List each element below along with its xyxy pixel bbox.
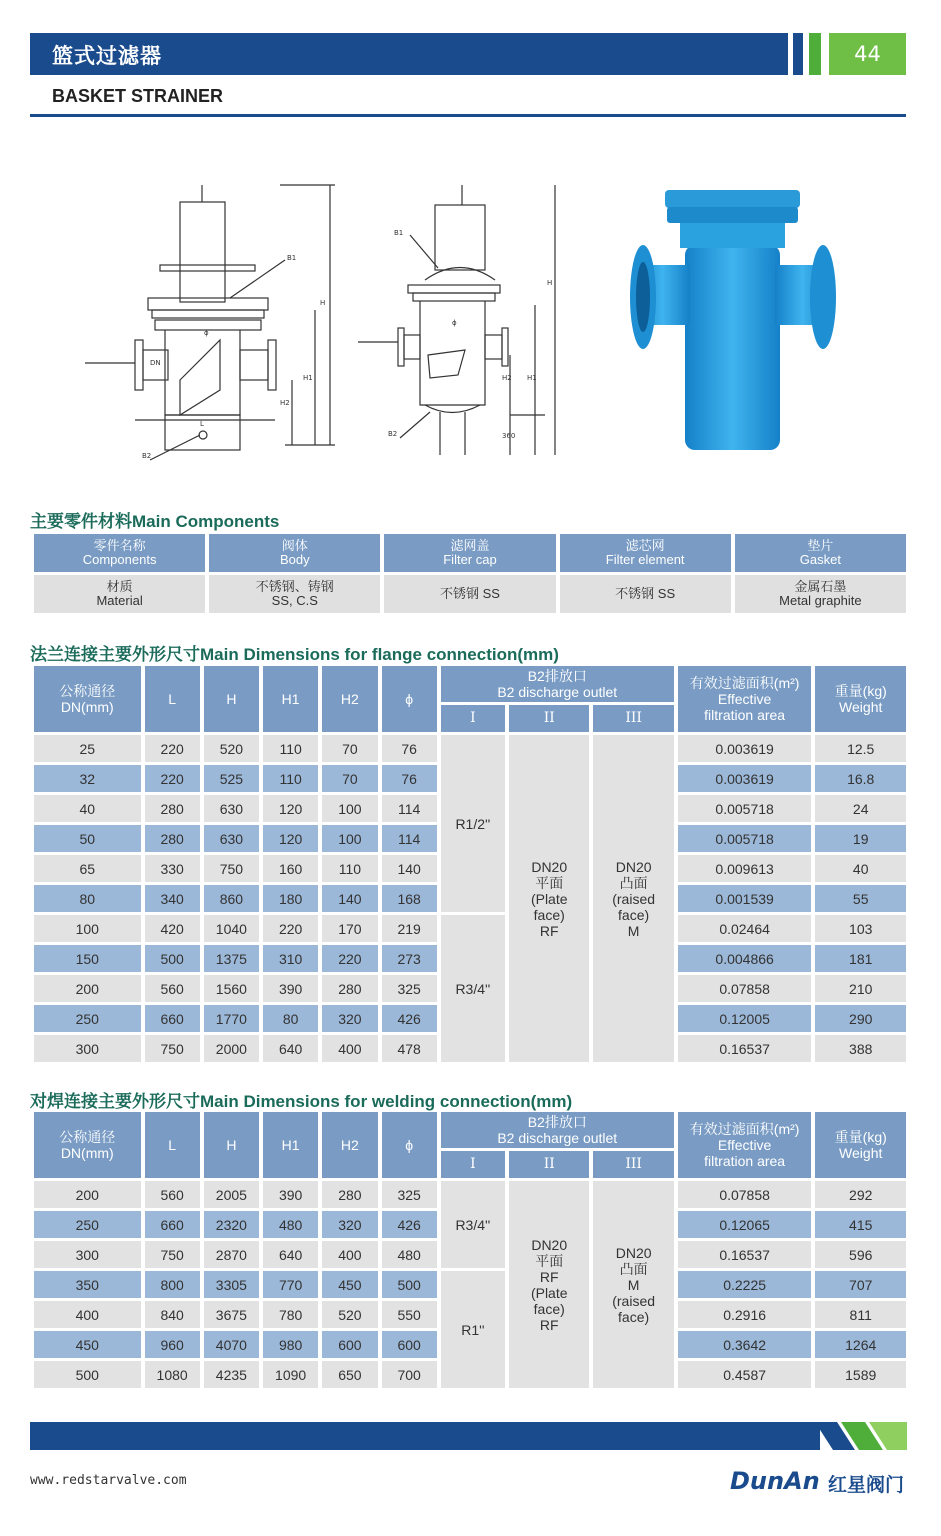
brand-logo: DunAn xyxy=(730,1467,820,1495)
drawing-label-phib: ϕ xyxy=(452,319,457,327)
table-cell: 280 xyxy=(322,1181,377,1208)
drawing-label-dn: DN xyxy=(150,359,161,367)
table-cell: 103 xyxy=(815,915,906,942)
table-cell: 560 xyxy=(145,975,200,1002)
table-cell: 76 xyxy=(382,735,437,762)
table-cell: 50 xyxy=(34,825,141,852)
table-cell: 40 xyxy=(815,855,906,882)
table-cell: 426 xyxy=(382,1211,437,1238)
comp-value-3: 不锈钢 SS xyxy=(560,575,731,613)
table-cell: 0.12005 xyxy=(678,1005,812,1032)
flange-h-ii: II xyxy=(509,705,589,732)
table-cell: 650 xyxy=(322,1361,377,1388)
table-cell: 70 xyxy=(322,735,377,762)
table-cell: 0.005718 xyxy=(678,825,812,852)
table-cell: 273 xyxy=(382,945,437,972)
table-cell: 500 xyxy=(382,1271,437,1298)
table-cell: 100 xyxy=(34,915,141,942)
outlet-i-bottom: R3/4'' xyxy=(441,915,505,1062)
comp-header-0: 零件名称 Components xyxy=(34,534,205,572)
welding-h-l: L xyxy=(145,1112,200,1178)
welding-h-h1: H1 xyxy=(263,1112,318,1178)
table-cell: 660 xyxy=(145,1005,200,1032)
table-cell: 310 xyxy=(263,945,318,972)
table-cell: 2000 xyxy=(204,1035,259,1062)
drawing-label-hb: H xyxy=(547,279,553,287)
drawing-label-b1: B1 xyxy=(287,254,297,262)
table-cell: 0.003619 xyxy=(678,765,812,792)
table-cell: 707 xyxy=(815,1271,906,1298)
table-row xyxy=(34,735,906,762)
table-cell: 80 xyxy=(263,1005,318,1032)
table-cell: 0.004866 xyxy=(678,945,812,972)
table-cell: 1589 xyxy=(815,1361,906,1388)
welding-table xyxy=(30,1109,910,1391)
table-cell: 65 xyxy=(34,855,141,882)
drawing-label-h1b: H1 xyxy=(527,374,537,382)
technical-drawings xyxy=(80,180,570,465)
table-cell: 0.005718 xyxy=(678,795,812,822)
outlet-i-top: R3/4'' xyxy=(441,1181,505,1268)
welding-h-dn: 公称通径 DN(mm) xyxy=(34,1112,141,1178)
table-cell: 300 xyxy=(34,1241,141,1268)
table-cell: 0.16537 xyxy=(678,1241,812,1268)
table-cell: 292 xyxy=(815,1181,906,1208)
drawing-label-h2b: H2 xyxy=(502,374,512,382)
table-cell: 0.12065 xyxy=(678,1211,812,1238)
table-cell: 1560 xyxy=(204,975,259,1002)
table-cell: 24 xyxy=(815,795,906,822)
comp-header-3: 滤芯网 Filter element xyxy=(560,534,731,572)
table-cell: 660 xyxy=(145,1211,200,1238)
table-cell: 110 xyxy=(322,855,377,882)
header-stripe xyxy=(793,33,803,75)
flange-h-dn: 公称通径 DN(mm) xyxy=(34,666,141,732)
table-cell: 181 xyxy=(815,945,906,972)
table-cell: 960 xyxy=(145,1331,200,1358)
table-cell: 2870 xyxy=(204,1241,259,1268)
welding-h-b2: B2排放口 B2 discharge outlet xyxy=(441,1112,674,1148)
table-cell: 168 xyxy=(382,885,437,912)
table-cell: 500 xyxy=(145,945,200,972)
table-cell: 80 xyxy=(34,885,141,912)
table-cell: 388 xyxy=(815,1035,906,1062)
table-cell: 219 xyxy=(382,915,437,942)
table-cell: 0.2225 xyxy=(678,1271,812,1298)
table-cell: 811 xyxy=(815,1301,906,1328)
table-cell: 640 xyxy=(263,1241,318,1268)
comp-value-1: 不锈钢、铸钢 SS, C.S xyxy=(209,575,380,613)
table-cell: 100 xyxy=(322,795,377,822)
table-row xyxy=(34,915,906,942)
table-cell: 220 xyxy=(263,915,318,942)
table-cell: 480 xyxy=(263,1211,318,1238)
table-cell: 800 xyxy=(145,1271,200,1298)
table-cell: 980 xyxy=(263,1331,318,1358)
table-cell: 0.02464 xyxy=(678,915,812,942)
table-cell: 700 xyxy=(382,1361,437,1388)
page-number: 44 xyxy=(829,33,906,75)
flange-h-l: L xyxy=(145,666,200,732)
website-url: www.redstarvalve.com xyxy=(30,1473,187,1488)
table-cell: 4070 xyxy=(204,1331,259,1358)
welding-h-iii: III xyxy=(593,1151,673,1178)
table-cell: 420 xyxy=(145,915,200,942)
table-cell: 450 xyxy=(34,1331,141,1358)
table-cell: 40 xyxy=(34,795,141,822)
flange-table xyxy=(30,663,910,1065)
table-cell: 250 xyxy=(34,1211,141,1238)
table-cell: 0.3642 xyxy=(678,1331,812,1358)
table-cell: 478 xyxy=(382,1035,437,1062)
table-cell: 1040 xyxy=(204,915,259,942)
table-cell: 0.16537 xyxy=(678,1035,812,1062)
table-cell: 0.07858 xyxy=(678,1181,812,1208)
table-cell: 300 xyxy=(34,1035,141,1062)
table-cell: 110 xyxy=(263,765,318,792)
drawing-label-l: L xyxy=(200,420,204,428)
welding-h-i: I xyxy=(441,1151,505,1178)
table-cell: 12.5 xyxy=(815,735,906,762)
welding-h-weight: 重量(kg) Weight xyxy=(815,1112,906,1178)
section-title-components: 主要零件材料Main Components xyxy=(30,512,280,531)
flange-h-i: I xyxy=(441,705,505,732)
table-cell: 525 xyxy=(204,765,259,792)
outlet-ii: DN20 平面 (Plate face) RF xyxy=(509,735,589,1062)
table-cell: 1770 xyxy=(204,1005,259,1032)
table-cell: 770 xyxy=(263,1271,318,1298)
flange-h-h2: H2 xyxy=(322,666,377,732)
comp-value-2: 不锈钢 SS xyxy=(384,575,555,613)
table-cell: 520 xyxy=(204,735,259,762)
table-cell: 210 xyxy=(815,975,906,1002)
table-cell: 55 xyxy=(815,885,906,912)
table-cell: 200 xyxy=(34,975,141,1002)
table-cell: 0.003619 xyxy=(678,735,812,762)
comp-header-4: 垫片 Gasket xyxy=(735,534,906,572)
table-cell: 350 xyxy=(34,1271,141,1298)
table-cell: 480 xyxy=(382,1241,437,1268)
welding-h-h2: H2 xyxy=(322,1112,377,1178)
table-cell: 250 xyxy=(34,1005,141,1032)
table-cell: 840 xyxy=(145,1301,200,1328)
components-table xyxy=(30,531,910,616)
section-title-welding: 对焊连接主要外形尺寸Main Dimensions for welding connection(mm) xyxy=(30,1092,573,1111)
table-cell: 330 xyxy=(145,855,200,882)
table-cell: 560 xyxy=(145,1181,200,1208)
table-cell: 290 xyxy=(815,1005,906,1032)
flange-h-weight: 重量(kg) Weight xyxy=(815,666,906,732)
comp-value-4: 金属石墨 Metal graphite xyxy=(735,575,906,613)
drawing-label-h2: H2 xyxy=(280,399,290,407)
table-cell: 780 xyxy=(263,1301,318,1328)
drawing-label-h1: H1 xyxy=(303,374,313,382)
drawing-label-h: H xyxy=(320,299,326,307)
table-cell: 0.2916 xyxy=(678,1301,812,1328)
table-cell: 0.4587 xyxy=(678,1361,812,1388)
table-cell: 3305 xyxy=(204,1271,259,1298)
table-cell: 500 xyxy=(34,1361,141,1388)
table-cell: 76 xyxy=(382,765,437,792)
table-cell: 1080 xyxy=(145,1361,200,1388)
table-cell: 4235 xyxy=(204,1361,259,1388)
table-cell: 170 xyxy=(322,915,377,942)
welding-h-phi: ϕ xyxy=(382,1112,437,1178)
table-cell: 426 xyxy=(382,1005,437,1032)
table-cell: 280 xyxy=(145,825,200,852)
table-cell: 1090 xyxy=(263,1361,318,1388)
table-cell: 325 xyxy=(382,975,437,1002)
drawing-label-phi: ϕ xyxy=(204,329,209,337)
table-cell: 450 xyxy=(322,1271,377,1298)
outlet-iii: DN20 凸面 M (raised face) xyxy=(593,1181,673,1388)
outlet-iii: DN20 凸面 (raised face) M xyxy=(593,735,673,1062)
table-cell: 1264 xyxy=(815,1331,906,1358)
table-cell: 750 xyxy=(145,1035,200,1062)
page-subtitle: BASKET STRAINER xyxy=(52,86,224,106)
table-cell: 0.07858 xyxy=(678,975,812,1002)
table-cell: 114 xyxy=(382,825,437,852)
table-cell: 100 xyxy=(322,825,377,852)
table-cell: 16.8 xyxy=(815,765,906,792)
drawing-label-b1b: B1 xyxy=(394,229,404,237)
table-cell: 640 xyxy=(263,1035,318,1062)
table-row xyxy=(34,1271,906,1298)
table-cell: 0.001539 xyxy=(678,885,812,912)
header-stripe-green xyxy=(809,33,821,75)
drawing-label-360: 360 xyxy=(502,432,516,440)
table-cell: 140 xyxy=(382,855,437,882)
drawing-label-b2: B2 xyxy=(142,452,152,460)
table-cell: 120 xyxy=(263,795,318,822)
table-cell: 860 xyxy=(204,885,259,912)
outlet-i-bottom: R1'' xyxy=(441,1271,505,1388)
outlet-ii: DN20 平面 RF (Plate face) RF xyxy=(509,1181,589,1388)
table-cell: 630 xyxy=(204,825,259,852)
table-cell: 220 xyxy=(145,735,200,762)
table-cell: 400 xyxy=(322,1241,377,1268)
table-cell: 70 xyxy=(322,765,377,792)
table-cell: 140 xyxy=(322,885,377,912)
table-cell: 150 xyxy=(34,945,141,972)
flange-h-h1: H1 xyxy=(263,666,318,732)
table-cell: 750 xyxy=(145,1241,200,1268)
brand-logo-cn: 红星阀门 xyxy=(828,1474,905,1496)
welding-h-ii: II xyxy=(509,1151,589,1178)
table-cell: 2320 xyxy=(204,1211,259,1238)
table-cell: 110 xyxy=(263,735,318,762)
table-cell: 114 xyxy=(382,795,437,822)
table-cell: 415 xyxy=(815,1211,906,1238)
flange-h-phi: ϕ xyxy=(382,666,437,732)
welding-h-area: 有效过滤面积(m²) Effective filtration area xyxy=(678,1112,812,1178)
table-cell: 25 xyxy=(34,735,141,762)
comp-header-1: 阀体 Body xyxy=(209,534,380,572)
subtitle-divider xyxy=(30,114,906,117)
table-cell: 750 xyxy=(204,855,259,882)
table-cell: 600 xyxy=(382,1331,437,1358)
table-cell: 390 xyxy=(263,1181,318,1208)
flange-h-area: 有效过滤面积(m²) Effective filtration area xyxy=(678,666,812,732)
table-cell: 600 xyxy=(322,1331,377,1358)
drawing-label-b2b: B2 xyxy=(388,430,398,438)
table-cell: 200 xyxy=(34,1181,141,1208)
table-cell: 180 xyxy=(263,885,318,912)
table-cell: 520 xyxy=(322,1301,377,1328)
table-cell: 220 xyxy=(145,765,200,792)
table-cell: 390 xyxy=(263,975,318,1002)
flange-h-iii: III xyxy=(593,705,673,732)
product-photo xyxy=(625,185,840,455)
table-cell: 320 xyxy=(322,1005,377,1032)
flange-h-b2: B2排放口 B2 discharge outlet xyxy=(441,666,674,702)
table-cell: 0.009613 xyxy=(678,855,812,882)
comp-value-0: 材质 Material xyxy=(34,575,205,613)
footer-stripes xyxy=(815,1422,907,1450)
flange-h-h: H xyxy=(204,666,259,732)
table-cell: 120 xyxy=(263,825,318,852)
table-cell: 325 xyxy=(382,1181,437,1208)
page-title: 篮式过滤器 xyxy=(52,44,162,68)
section-title-flange: 法兰连接主要外形尺寸Main Dimensions for flange connection(mm) xyxy=(30,645,559,664)
table-cell: 280 xyxy=(322,975,377,1002)
table-cell: 400 xyxy=(34,1301,141,1328)
comp-header-2: 滤网盖 Filter cap xyxy=(384,534,555,572)
table-cell: 630 xyxy=(204,795,259,822)
table-cell: 596 xyxy=(815,1241,906,1268)
table-cell: 400 xyxy=(322,1035,377,1062)
table-cell: 160 xyxy=(263,855,318,882)
table-cell: 550 xyxy=(382,1301,437,1328)
table-cell: 3675 xyxy=(204,1301,259,1328)
table-cell: 220 xyxy=(322,945,377,972)
table-cell: 19 xyxy=(815,825,906,852)
table-cell: 280 xyxy=(145,795,200,822)
footer-bar xyxy=(30,1422,820,1450)
welding-h-h: H xyxy=(204,1112,259,1178)
table-cell: 1375 xyxy=(204,945,259,972)
table-row xyxy=(34,1181,906,1208)
table-cell: 320 xyxy=(322,1211,377,1238)
table-cell: 32 xyxy=(34,765,141,792)
table-cell: 2005 xyxy=(204,1181,259,1208)
table-cell: 340 xyxy=(145,885,200,912)
outlet-i-top: R1/2'' xyxy=(441,735,505,912)
